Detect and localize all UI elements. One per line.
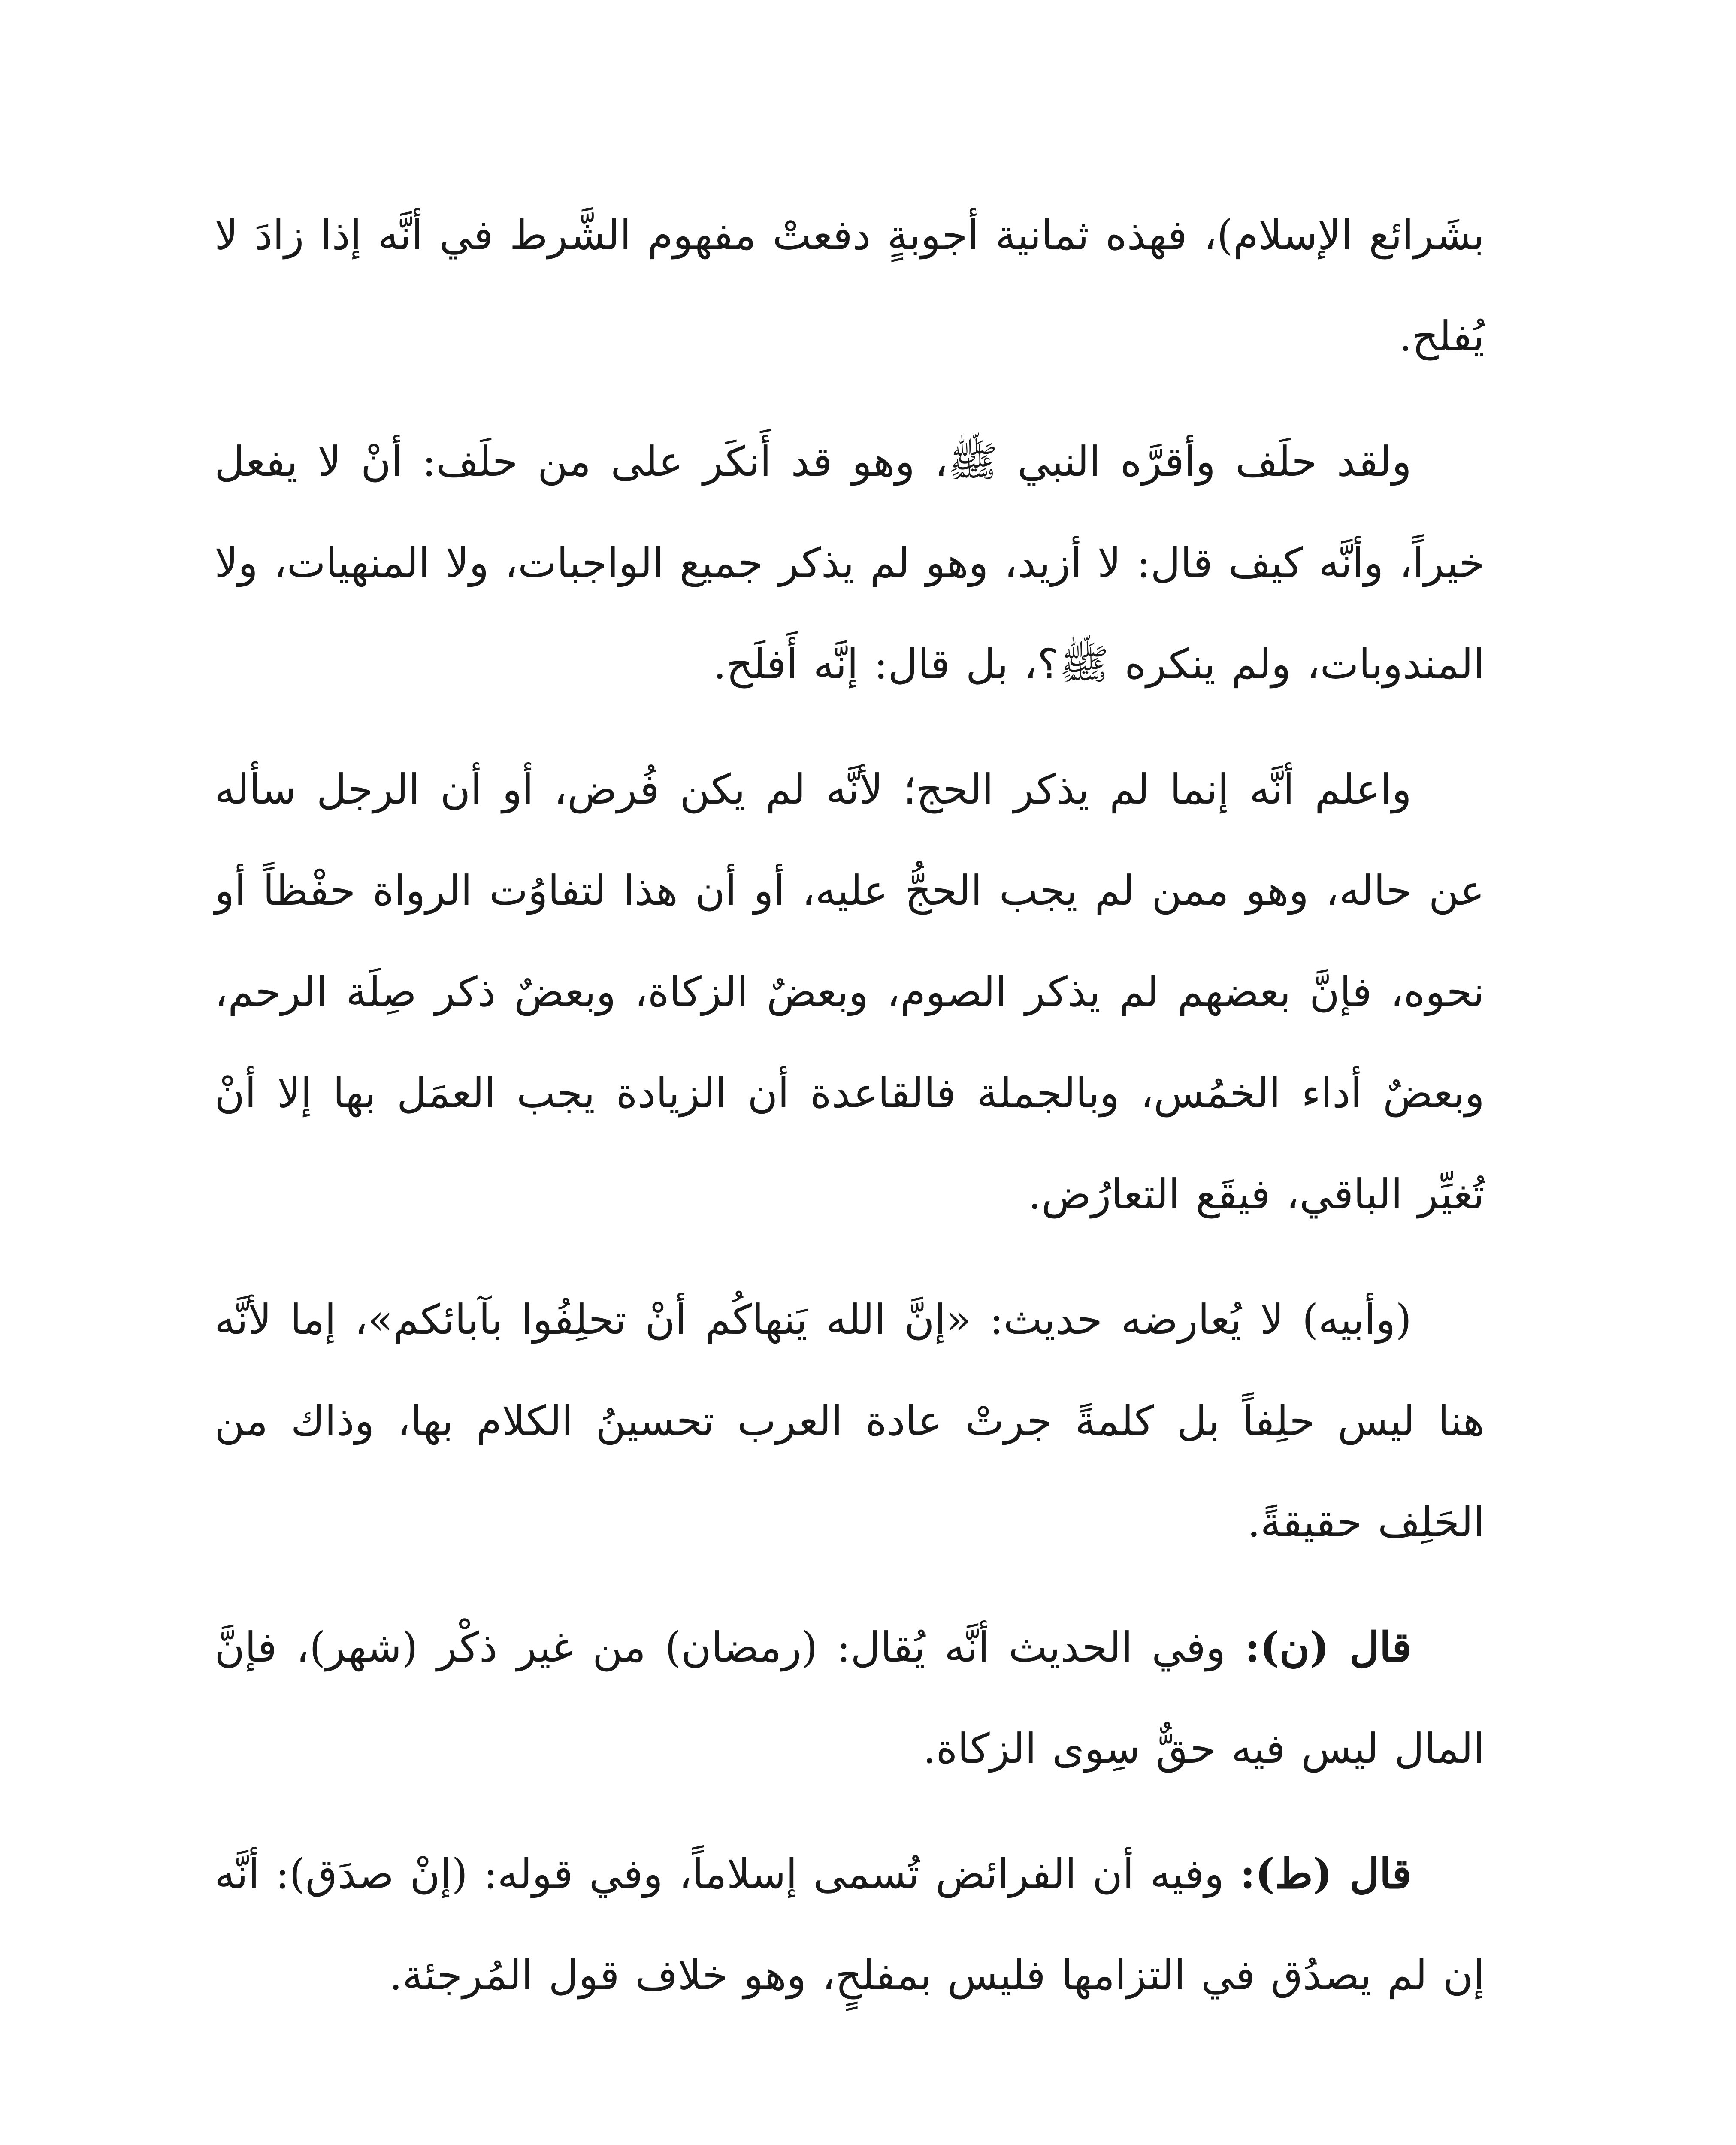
paragraph-5: [215, 1597, 1485, 1799]
paragraph-6: [215, 1823, 1485, 2026]
page-body: [215, 184, 1485, 2145]
paragraph-4: [215, 1269, 1485, 1573]
paragraph-3-text: واعلم أنَّه إنما لم يذكر الحج؛ لأنَّه لم يكن فُرض، أو أن الرجل سأله عن حاله، وهو ممن لم يجب الحجُّ عليه، أو أن هذا لتفاوُت الرواة حفْظاً أو نحوه، فإنَّ بعضهم لم يذكر الصوم، وبعضٌ الزكاة، وبعضٌ ذكر صِلَة الرحم، وبعضٌ أداء الخمُس، وبالجملة فالقاعدة أن الزيادة يجب العمَل بها إلا أنْ تُغيِّر الباقي، فيقَع التعارُض.: [215, 765, 1485, 1218]
paragraph-5-lead: قال (ن):: [1244, 1623, 1412, 1671]
paragraph-6-text: وفيه أن الفرائض تُسمى إسلاماً، وفي قوله: (إنْ صدَق): أنَّه إن لم يصدُق في التزامها فليس بمفلحٍ، وهو خلاف قول المُرجئة.: [215, 1850, 1485, 1999]
paragraph-4-text: (وأبيه) لا يُعارضه حديث: «إنَّ الله يَنهاكُم أنْ تحلِفُوا بآبائكم»، إما لأنَّه هنا ليس حلِفاً بل كلمةً جرتْ عادة العرب تحسينُ الكلام بها، وذاك من الحَلِف حقيقةً.: [215, 1296, 1485, 1546]
paragraph-1: [215, 184, 1485, 387]
paragraph-3: [215, 739, 1485, 1245]
paragraph-2: [215, 411, 1485, 715]
paragraph-5-text: وفي الحديث أنَّه يُقال: (رمضان) من غير ذكْر (شهر)، فإنَّ المال ليس فيه حقٌّ سِوى الزكاة.: [215, 1623, 1485, 1773]
paragraph-2-text: ولقد حلَف وأقرَّه النبي ﷺ، وهو قد أَنكَر على من حلَف: أنْ لا يفعل خيراً، وأنَّه كيف قال: لا أزيد، وهو لم يذكر جميع الواجبات، ولا المنهيات، ولا المندوبات، ولم ينكره ﷺ؟، بل قال: إنَّه أَفلَح.: [215, 438, 1485, 688]
paragraph-6-lead: قال (ط):: [1240, 1849, 1412, 1898]
paragraph-1-text: بشَرائع الإسلام)، فهذه ثمانية أجوبةٍ دفعتْ مفهوم الشَّرط في أنَّه إذا زادَ لا يُفلح.: [215, 211, 1485, 360]
